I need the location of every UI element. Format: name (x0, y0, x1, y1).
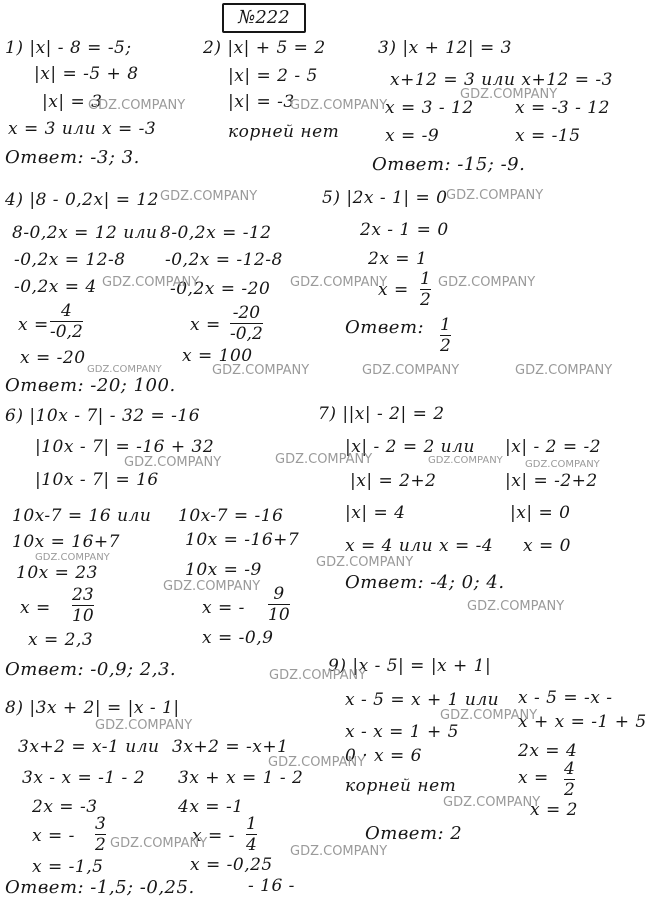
fraction-p6-f1 (72, 586, 94, 625)
line-p5-l4: x = (378, 280, 409, 300)
watermark: GDZ.COMPANY (515, 363, 613, 378)
line-p4-l6b: x = 100 (182, 346, 253, 366)
line-p6-l6a: 10x = 23 (16, 563, 98, 583)
line-p4-l2b: 8-0,2x = -12 (160, 223, 272, 243)
line-p1-l3: |x| = 3 (42, 92, 103, 112)
fraction-numerator: 1 (420, 269, 431, 289)
fraction-p5-f2 (440, 316, 451, 355)
line-p6-l1: 6) |10x - 7| - 32 = -16 (5, 406, 201, 426)
watermark: GDZ.COMPANY (269, 668, 367, 683)
watermark: GDZ.COMPANY (316, 555, 414, 570)
fraction-p6-f2 (268, 585, 290, 624)
watermark: GDZ.COMPANY (290, 98, 388, 113)
fraction-numerator: -20 (232, 303, 261, 323)
watermark: GDZ.COMPANY (163, 579, 261, 594)
watermark: GDZ.COMPANY (440, 708, 538, 723)
line-p6-l6b: 10x = -9 (185, 560, 262, 580)
watermark: GDZ.COMPANY (428, 455, 503, 466)
fraction-p9-f1 (564, 760, 575, 799)
line-p9-l2b: x - 5 = -x - (518, 688, 613, 708)
watermark: GDZ.COMPANY (290, 844, 388, 859)
fraction-denominator: 2 (564, 780, 575, 800)
line-p6-l8b: x = -0,9 (202, 628, 274, 648)
line-p4-l5a: x = (18, 315, 49, 335)
fraction-numerator: 4 (60, 301, 72, 321)
exercise-number-box (222, 3, 306, 33)
line-p9-l3b: x + x = -1 + 5 (518, 712, 647, 732)
watermark: GDZ.COMPANY (443, 795, 541, 810)
fraction-numerator: 4 (564, 759, 575, 779)
watermark: GDZ.COMPANY (95, 718, 193, 733)
line-p7-l3a: |x| = 2+2 (350, 471, 437, 491)
fraction-p8-f1 (95, 815, 106, 854)
line-p3-l4b: x = -15 (515, 126, 581, 146)
line-p7-l5b: x = 0 (523, 536, 571, 556)
line-p6-l4b: 10x-7 = -16 (178, 506, 284, 526)
line-p3-l3a: x = 3 - 12 (385, 98, 474, 118)
watermark: GDZ.COMPANY (87, 364, 162, 375)
watermark: GDZ.COMPANY (438, 275, 536, 290)
line-p8-l6a: x = -1,5 (32, 857, 104, 877)
line-p6-l2: |10x - 7| = -16 + 32 (35, 437, 215, 457)
fraction-p4-f1 (50, 302, 83, 341)
watermark: GDZ.COMPANY (525, 459, 600, 470)
line-p4-ans: Ответ: -20; 100. (5, 375, 176, 396)
line-p7-ans: Ответ: -4; 0; 4. (345, 572, 505, 593)
line-p2-l4: корней нет (228, 122, 340, 142)
exercise-number: №222 (238, 7, 290, 28)
line-p7-l2b: |x| - 2 = -2 (505, 437, 602, 457)
fraction-denominator: 4 (246, 835, 257, 855)
line-p1-l2: |x| = -5 + 8 (34, 64, 139, 84)
line-p9-l1: 9) |x - 5| = |x + 1| (328, 656, 492, 676)
line-p8-l2a: 3x+2 = x-1 или (18, 737, 160, 757)
line-p6-l5a: 10x = 16+7 (12, 532, 120, 552)
line-p8-l6b: x = -0,25 (190, 855, 273, 875)
line-p1-l1: 1) |x| - 8 = -5; (5, 38, 132, 58)
line-p8-l5b: x = - (192, 826, 235, 846)
fraction-denominator: 10 (268, 605, 290, 625)
line-p9-l3a: x - x = 1 + 5 (345, 722, 459, 742)
line-p4-l2a: 8-0,2x = 12 или (12, 223, 158, 243)
line-p1-ans: Ответ: -3; 3. (5, 147, 140, 168)
fraction-numerator: 1 (440, 315, 451, 335)
fraction-denominator: -0,2 (50, 322, 83, 342)
line-p9-ans: Ответ: 2 (365, 823, 463, 844)
line-p8-ans: Ответ: -1,5; -0,25. (5, 877, 195, 898)
line-p8-l5a: x = - (32, 826, 75, 846)
line-p8-l4b: 4x = -1 (178, 797, 244, 817)
line-p7-l2a: |x| - 2 = 2 или (345, 437, 475, 457)
watermark: GDZ.COMPANY (290, 275, 388, 290)
line-p3-l1: 3) |x + 12| = 3 (378, 38, 512, 58)
line-p4-l1: 4) |8 - 0,2x| = 12 (5, 190, 159, 210)
line-p5-l2: 2x - 1 = 0 (360, 220, 449, 240)
watermark: GDZ.COMPANY (467, 599, 565, 614)
line-p2-l2: |x| = 2 - 5 (228, 66, 318, 86)
line-p9-l2a: x - 5 = x + 1 или (345, 690, 500, 710)
line-p5-l1: 5) |2x - 1| = 0 (322, 188, 448, 208)
watermark: GDZ.COMPANY (110, 836, 208, 851)
watermark: GDZ.COMPANY (88, 98, 186, 113)
line-p9-l6: x = 2 (530, 800, 578, 820)
line-p3-l2: x+12 = 3 или x+12 = -3 (390, 70, 613, 90)
line-p7-l4b: |x| = 0 (510, 503, 571, 523)
fraction-denominator: 10 (72, 606, 94, 626)
line-p9-l4a: 0 · x = 6 (345, 746, 422, 766)
line-p8-l3a: 3x - x = -1 - 2 (22, 768, 146, 788)
fraction-p5-f1 (420, 270, 431, 309)
fraction-numerator: 9 (273, 584, 285, 604)
line-p4-l4b: -0,2x = -20 (170, 279, 271, 299)
fraction-denominator: -0,2 (230, 324, 263, 344)
line-p4-l3b: -0,2x = -12-8 (165, 250, 283, 270)
line-p3-l3b: x = -3 - 12 (515, 98, 610, 118)
line-p1-l4: x = 3 или x = -3 (8, 119, 157, 139)
line-p4-l3a: -0,2x = 12-8 (14, 250, 126, 270)
fraction-numerator: 1 (246, 814, 257, 834)
line-p6-l8a: x = 2,3 (28, 630, 94, 650)
line-p2-l1: 2) |x| + 5 = 2 (203, 38, 326, 58)
line-p6-l3: |10x - 7| = 16 (35, 470, 159, 490)
line-p8-l2b: 3x+2 = -x+1 (172, 737, 289, 757)
watermark: GDZ.COMPANY (275, 452, 373, 467)
line-p3-l4a: x = -9 (385, 126, 440, 146)
watermark: GDZ.COMPANY (35, 552, 110, 563)
line-p9-l5b: x = (518, 768, 549, 788)
line-p7-l5a: x = 4 или x = -4 (345, 536, 494, 556)
line-p6-l7b: x = - (202, 598, 245, 618)
fraction-numerator: 23 (72, 585, 94, 605)
watermark: GDZ.COMPANY (102, 275, 200, 290)
line-page-num: - 16 - (248, 876, 295, 896)
line-p8-l3b: 3x + x = 1 - 2 (178, 768, 304, 788)
line-p9-l5: корней нет (345, 776, 457, 796)
line-p4-l6a: x = -20 (20, 348, 86, 368)
watermark: GDZ.COMPANY (460, 87, 558, 102)
line-p6-l4a: 10x-7 = 16 или (12, 506, 152, 526)
line-p9-l4b: 2x = 4 (518, 741, 578, 761)
line-p6-ans: Ответ: -0,9; 2,3. (5, 659, 177, 680)
fraction-denominator: 2 (420, 290, 431, 310)
watermark: GDZ.COMPANY (446, 188, 544, 203)
line-p7-l4a: |x| = 4 (345, 503, 406, 523)
watermark: GDZ.COMPANY (268, 755, 366, 770)
line-p3-ans: Ответ: -15; -9. (372, 154, 526, 175)
fraction-denominator: 2 (95, 835, 106, 855)
watermark: GDZ.COMPANY (362, 363, 460, 378)
fraction-p4-f2 (230, 304, 263, 343)
line-p7-l3b: |x| = -2+2 (505, 471, 598, 491)
watermark: GDZ.COMPANY (124, 455, 222, 470)
fraction-numerator: 3 (95, 814, 106, 834)
line-p6-l5b: 10x = -16+7 (185, 530, 300, 550)
line-p8-l4a: 2x = -3 (32, 797, 98, 817)
watermark: GDZ.COMPANY (160, 189, 258, 204)
line-p4-l5b: x = (190, 315, 221, 335)
line-p8-l1: 8) |3x + 2| = |x - 1| (5, 698, 180, 718)
line-p6-l7a: x = (20, 598, 51, 618)
line-p4-l4a: -0,2x = 4 (14, 277, 97, 297)
fraction-denominator: 2 (440, 336, 451, 356)
line-p5-l3: 2x = 1 (368, 249, 428, 269)
watermark: GDZ.COMPANY (212, 363, 310, 378)
line-p5-ans: Ответ: (345, 317, 425, 338)
line-p7-l1: 7) ||x| - 2| = 2 (318, 404, 445, 424)
fraction-p8-f2 (246, 815, 257, 854)
line-p2-l3: |x| = -3 (228, 92, 295, 112)
